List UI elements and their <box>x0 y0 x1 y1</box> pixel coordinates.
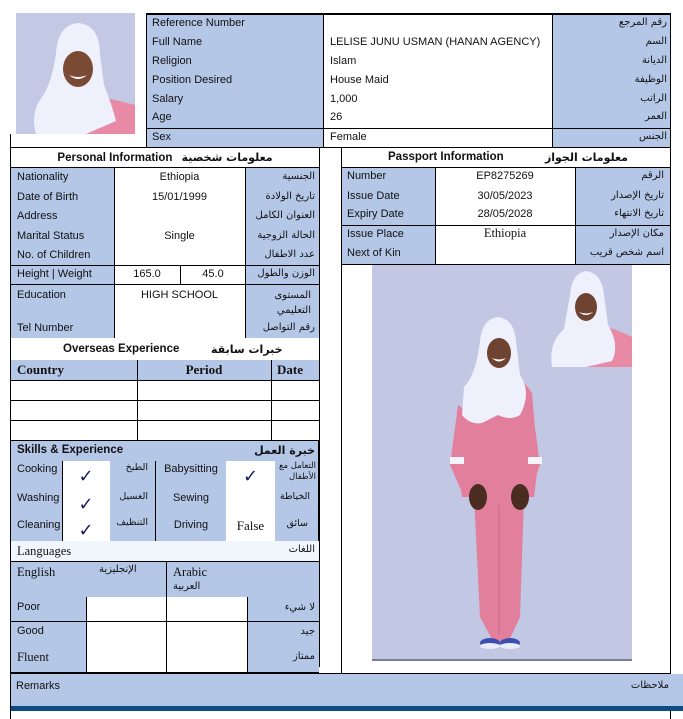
arabic-label: ممتاز <box>292 651 315 662</box>
arabic-label: الغسيل <box>119 491 148 502</box>
label: Tel Number <box>17 322 74 334</box>
label: Expiry Date <box>347 208 404 220</box>
height-value: 165.0 <box>133 268 161 280</box>
arabic-arabic-label: العربية <box>173 581 201 592</box>
check-icon: ✓ <box>78 466 94 487</box>
label: Number <box>347 170 387 182</box>
remarks-row <box>11 674 683 706</box>
check-icon: ✓ <box>242 466 259 487</box>
skill-driving <box>156 516 318 541</box>
personal-info-title <box>11 148 319 167</box>
header-row-position <box>152 72 667 91</box>
title-ar: خبرات سابقة <box>211 343 283 356</box>
label: Position Desired <box>152 74 233 86</box>
title-ar: معلومات شخصية <box>181 151 273 164</box>
value: EP8275269 <box>476 170 534 182</box>
arabic-label: الجنس <box>638 131 667 142</box>
arabic-label: رقم المرجع <box>618 17 667 28</box>
value: Islam <box>330 55 357 67</box>
value: Ethiopia <box>483 226 527 240</box>
header-row-religion <box>152 53 667 72</box>
height-weight-row <box>11 266 319 284</box>
arabic-label: اسم شخص قريب <box>589 247 664 258</box>
arabic-label: العنوان الكامل <box>255 210 315 221</box>
label: Good <box>17 625 44 637</box>
languages-title <box>11 541 319 561</box>
skill-cooking <box>11 461 156 489</box>
remarks-arabic-label: ملاحظات <box>630 680 669 691</box>
value: False <box>236 518 265 533</box>
arabic-label: تاريخ الولادة <box>265 191 315 202</box>
label: Poor <box>17 601 41 613</box>
header-row-salary <box>152 91 667 110</box>
value: House Maid <box>330 74 389 86</box>
title-ar: اللغات <box>288 544 315 555</box>
personal-row-marital <box>11 226 319 246</box>
overseas-header <box>11 360 319 380</box>
title-ar: خبرة العمل <box>254 444 315 457</box>
label: Cooking <box>17 463 58 475</box>
personal-row-dob <box>11 188 319 207</box>
arabic-label: Arabic <box>173 565 208 579</box>
portrait-photo <box>16 13 135 134</box>
label: Date of Birth <box>17 191 79 203</box>
value: Female <box>330 131 367 143</box>
language-header <box>11 562 319 597</box>
arabic-label: الجنسية <box>282 171 315 182</box>
label: Education <box>17 289 66 301</box>
value: Single <box>164 230 195 242</box>
language-level-good <box>11 622 319 647</box>
title-en: Languages <box>17 544 72 558</box>
personal-row-children <box>11 246 319 265</box>
passport-row-issue-date <box>342 187 670 206</box>
arabic-label: الحالة الزوجية <box>257 230 315 241</box>
header-row-reference <box>152 15 667 34</box>
arabic-label: الوزن والطول <box>257 268 315 279</box>
passport-row-expiry-date <box>342 206 670 225</box>
skill-washing <box>11 489 156 516</box>
label: Fluent <box>17 650 49 664</box>
header-row-full-name <box>152 34 667 53</box>
education-row <box>11 285 319 319</box>
skill-cleaning <box>11 516 156 541</box>
header-row-sex <box>152 129 667 147</box>
label: Issue Date <box>347 190 400 202</box>
title-en: Personal Information <box>57 152 173 164</box>
title-en: Skills & Experience <box>17 444 124 456</box>
overseas-row <box>11 401 319 420</box>
overseas-title <box>11 339 319 360</box>
overseas-row <box>11 381 319 400</box>
label: Issue Place <box>347 228 404 240</box>
label: Full Name <box>152 36 203 48</box>
label: Religion <box>152 55 192 67</box>
passport-row-number <box>342 168 670 187</box>
value: 15/01/1999 <box>151 191 208 203</box>
skill-sewing <box>156 489 318 516</box>
label: Babysitting <box>164 463 218 475</box>
english-label: English <box>17 565 56 579</box>
passport-title <box>342 148 670 167</box>
arabic-label: السم <box>645 36 667 47</box>
column-country: Country <box>17 362 64 377</box>
arabic-label: سائق <box>286 518 308 529</box>
portrait-image-icon <box>16 13 135 134</box>
arabic-label: لا شيء <box>284 602 315 613</box>
passport-row-next-of-kin <box>342 245 670 264</box>
english-arabic-label: الإنجليزية <box>99 564 137 575</box>
arabic-label: رقم التواصل <box>262 322 315 333</box>
title-en: Passport Information <box>388 151 504 163</box>
arabic-label: الديانة <box>641 55 667 66</box>
value: 26 <box>330 111 343 123</box>
label: Marital Status <box>17 230 85 242</box>
value: 1,000 <box>330 93 358 105</box>
label: Height | Weight <box>17 268 92 280</box>
tel-row <box>11 319 319 338</box>
label: No. of Children <box>17 249 91 261</box>
label: Washing <box>17 492 60 504</box>
arabic-label: تاريخ الإصدار <box>611 190 664 201</box>
arabic-label: عدد الاطفال <box>264 249 315 260</box>
value: LELISE JUNU USMAN (HANAN AGENCY) <box>330 36 541 48</box>
arabic-label: الوظيفة <box>634 74 667 85</box>
check-icon: ✓ <box>78 494 94 515</box>
arabic-label: الراتب <box>640 93 667 104</box>
footer-bar <box>11 706 683 711</box>
arabic-label: الطبخ <box>125 462 148 473</box>
value: 28/05/2028 <box>477 208 533 220</box>
personal-row-address <box>11 207 319 226</box>
skills-title <box>11 441 319 461</box>
value: 30/05/2023 <box>477 190 533 202</box>
arabic-label: التنظيف <box>116 517 148 528</box>
label: Cleaning <box>17 519 61 531</box>
weight-value: 45.0 <box>202 268 224 280</box>
title-ar: معلومات الجواز <box>544 151 628 164</box>
arabic-label: جيد <box>300 626 315 637</box>
full-body-photo <box>372 265 632 661</box>
label: Driving <box>173 519 209 531</box>
arabic-label: التعامل مع الأطفال <box>279 461 316 482</box>
label: Address <box>17 210 58 222</box>
arabic-label: الرقم <box>641 170 664 181</box>
column-date: Date <box>277 362 303 377</box>
title-en: Overseas Experience <box>63 343 180 355</box>
overseas-row <box>11 421 319 440</box>
check-icon: ✓ <box>78 520 94 541</box>
arabic-label: مكان الإصدار <box>609 228 664 239</box>
arabic-label: الخياطة <box>279 491 310 502</box>
label: Sewing <box>172 492 210 504</box>
column-period: Period <box>185 362 223 377</box>
value: HIGH SCHOOL <box>140 289 218 301</box>
arabic-label: العمر <box>645 111 667 122</box>
language-level-fluent <box>11 647 319 672</box>
label: Salary <box>152 93 184 105</box>
passport-row-issue-place <box>342 226 670 245</box>
arabic-label: المستوى التعليمي <box>274 290 311 316</box>
skill-babysitting <box>156 461 318 489</box>
personal-row-nationality <box>11 168 319 188</box>
full-body-image-icon <box>372 265 632 661</box>
label: Next of Kin <box>347 247 401 259</box>
remarks-label: Remarks <box>16 680 61 692</box>
label: Nationality <box>17 171 69 183</box>
header-row-age <box>152 110 667 128</box>
label: Age <box>152 111 172 123</box>
label: Sex <box>152 131 171 143</box>
label: Reference Number <box>152 17 245 29</box>
arabic-label: تاريخ الانتهاء <box>614 208 664 219</box>
language-level-poor <box>11 597 319 621</box>
value: Ethiopia <box>159 171 200 183</box>
